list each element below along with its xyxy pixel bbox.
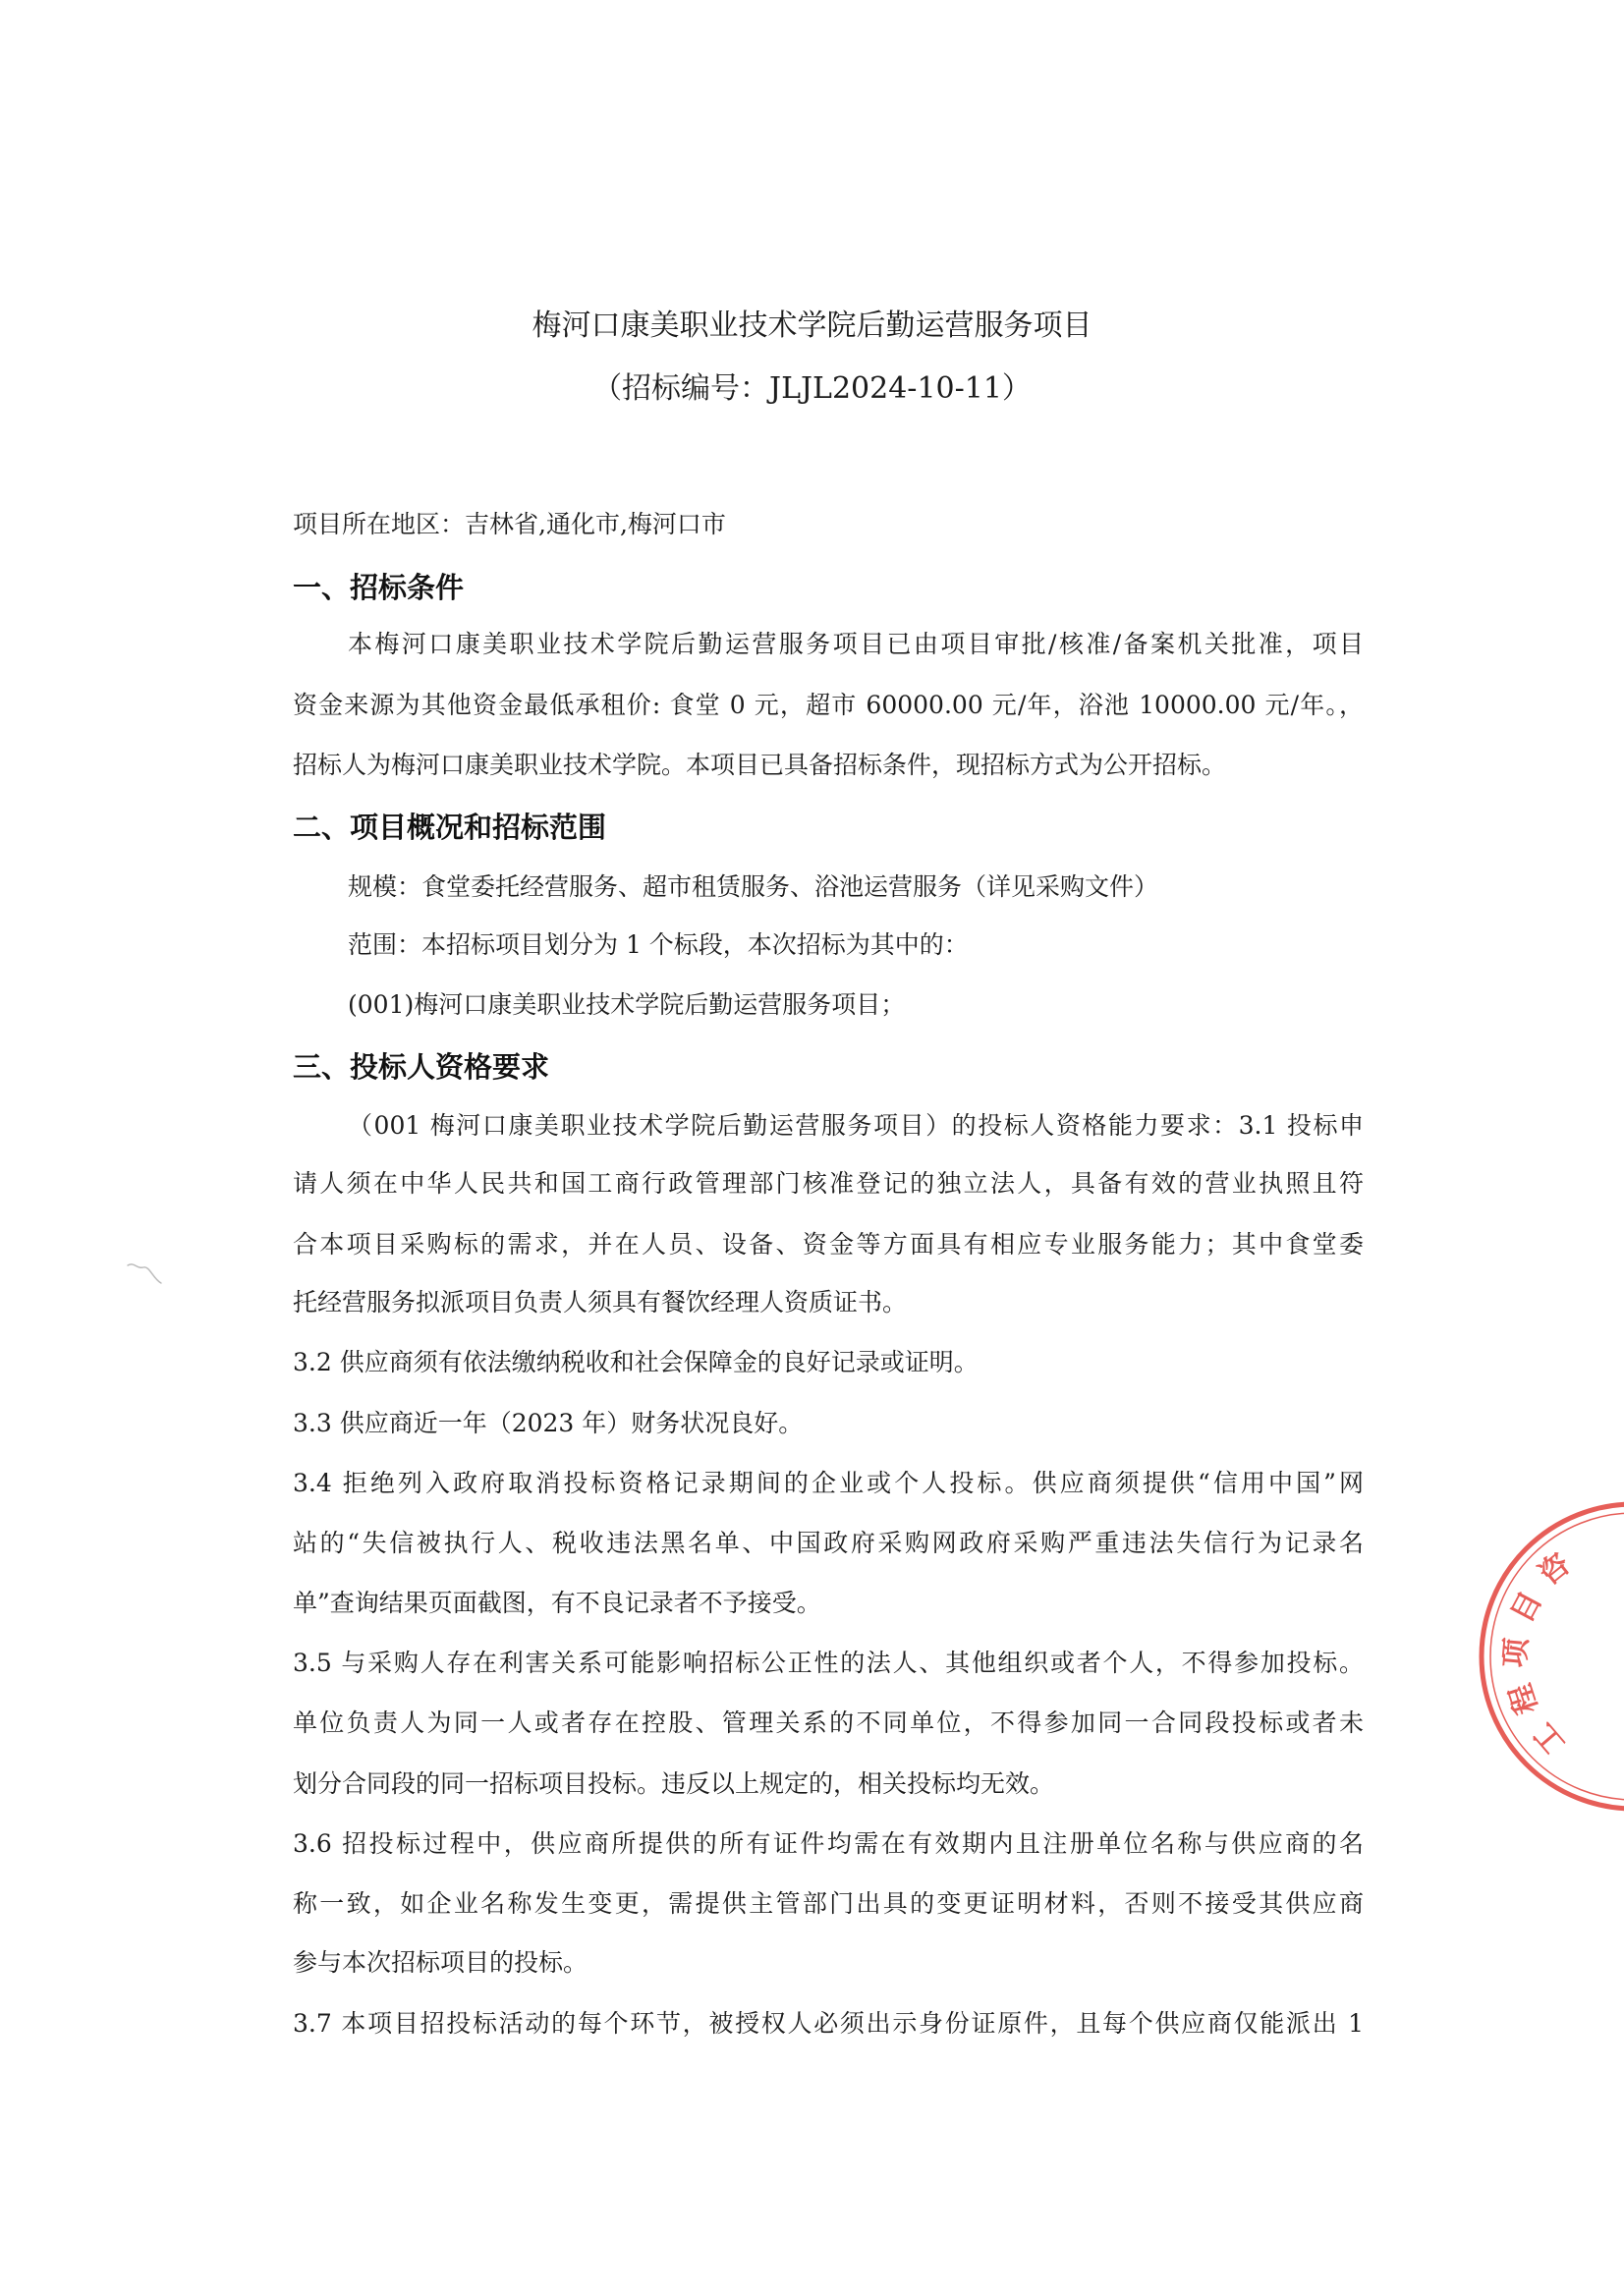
project-location: 项目所在地区：吉林省,通化市,梅河口市 [293, 510, 726, 538]
paragraph-line: 托经营服务拟派项目负责人须具有餐饮经理人资质证书。 [293, 1288, 908, 1316]
paragraph-line: 3.6 招投标过程中，供应商所提供的所有证件均需在有效期内且注册单位名称与供应商的名 [293, 1829, 1364, 1858]
seal-lettering: 工程项目咨 [1497, 1538, 1588, 1762]
paragraph-line: 规模：食堂委托经营服务、超市租赁服务、浴池运营服务（详见采购文件） [348, 872, 1159, 901]
paragraph-line: 3.7 本项目招投标活动的每个环节，被授权人必须出示身份证原件，且每个供应商仅能派出 1 [293, 2009, 1364, 2038]
scan-mark [124, 1258, 167, 1293]
paragraph-line: 3.3 供应商近一年（2023 年）财务状况良好。 [293, 1409, 804, 1437]
paragraph-line: 划分合同段的同一招标项目投标。违反以上规定的，相关投标均无效。 [293, 1769, 1055, 1798]
paragraph-line: 3.2 供应商须有依法缴纳税收和社会保障金的良好记录或证明。 [293, 1348, 979, 1376]
paragraph-line: 请人须在中华人民共和国工商行政管理部门核准登记的独立法人，具备有效的营业执照且符 [293, 1169, 1364, 1198]
paragraph-line: (001)梅河口康美职业技术学院后勤运营服务项目； [348, 990, 906, 1019]
paragraph-line: 单”查询结果页面截图，有不良记录者不予接受。 [293, 1589, 821, 1617]
paragraph-line: （001 梅河口康美职业技术学院后勤运营服务项目）的投标人资格能力要求：3.1 投标申 [348, 1111, 1364, 1140]
section-heading-project-overview: 二、项目概况和招标范围 [293, 811, 607, 844]
paragraph-line: 资金来源为其他资金最低承租价: 食堂 0 元，超市 60000.00 元/年，浴池 10000.00 元/年。， [293, 691, 1364, 719]
tender-number: （招标编号：JLJL2024-10-11） [592, 371, 1032, 406]
section-heading-bidding-conditions: 一、招标条件 [293, 571, 465, 604]
red-seal-stamp [1464, 1493, 1624, 1827]
paragraph-line: 参与本次招标项目的投标。 [293, 1948, 588, 1977]
paragraph-line: 招标人为梅河口康美职业技术学院。本项目已具备招标条件，现招标方式为公开招标。 [293, 751, 1227, 779]
paragraph-line: 范围：本招标项目划分为 1 个标段，本次招标为其中的： [348, 930, 969, 959]
paragraph-line: 合本项目采购标的需求，并在人员、设备、资金等方面具有相应专业服务能力；其中食堂委 [293, 1230, 1364, 1259]
paragraph-line: 本梅河口康美职业技术学院后勤运营服务项目已由项目审批/核准/备案机关批准，项目 [348, 630, 1364, 658]
paragraph-line: 3.5 与采购人存在利害关系可能影响招标公正性的法人、其他组织或者个人，不得参加投标。 [293, 1649, 1364, 1677]
document-title: 梅河口康美职业技术学院后勤运营服务项目 [532, 308, 1092, 343]
paragraph-line: 称一致，如企业名称发生变更，需提供主管部门出具的变更证明材料，否则不接受其供应商 [293, 1889, 1364, 1918]
paragraph-line: 单位负责人为同一人或者存在控股、管理关系的不同单位，不得参加同一合同段投标或者未 [293, 1708, 1364, 1737]
paragraph-line: 站的“失信被执行人、税收违法黑名单、中国政府采购网政府采购严重违法失信行为记录名 [293, 1529, 1364, 1557]
section-heading-bidder-qualifications: 三、投标人资格要求 [293, 1050, 550, 1084]
paragraph-line: 3.4 拒绝列入政府取消投标资格记录期间的企业或个人投标。供应商须提供“信用中国”网 [293, 1469, 1364, 1497]
